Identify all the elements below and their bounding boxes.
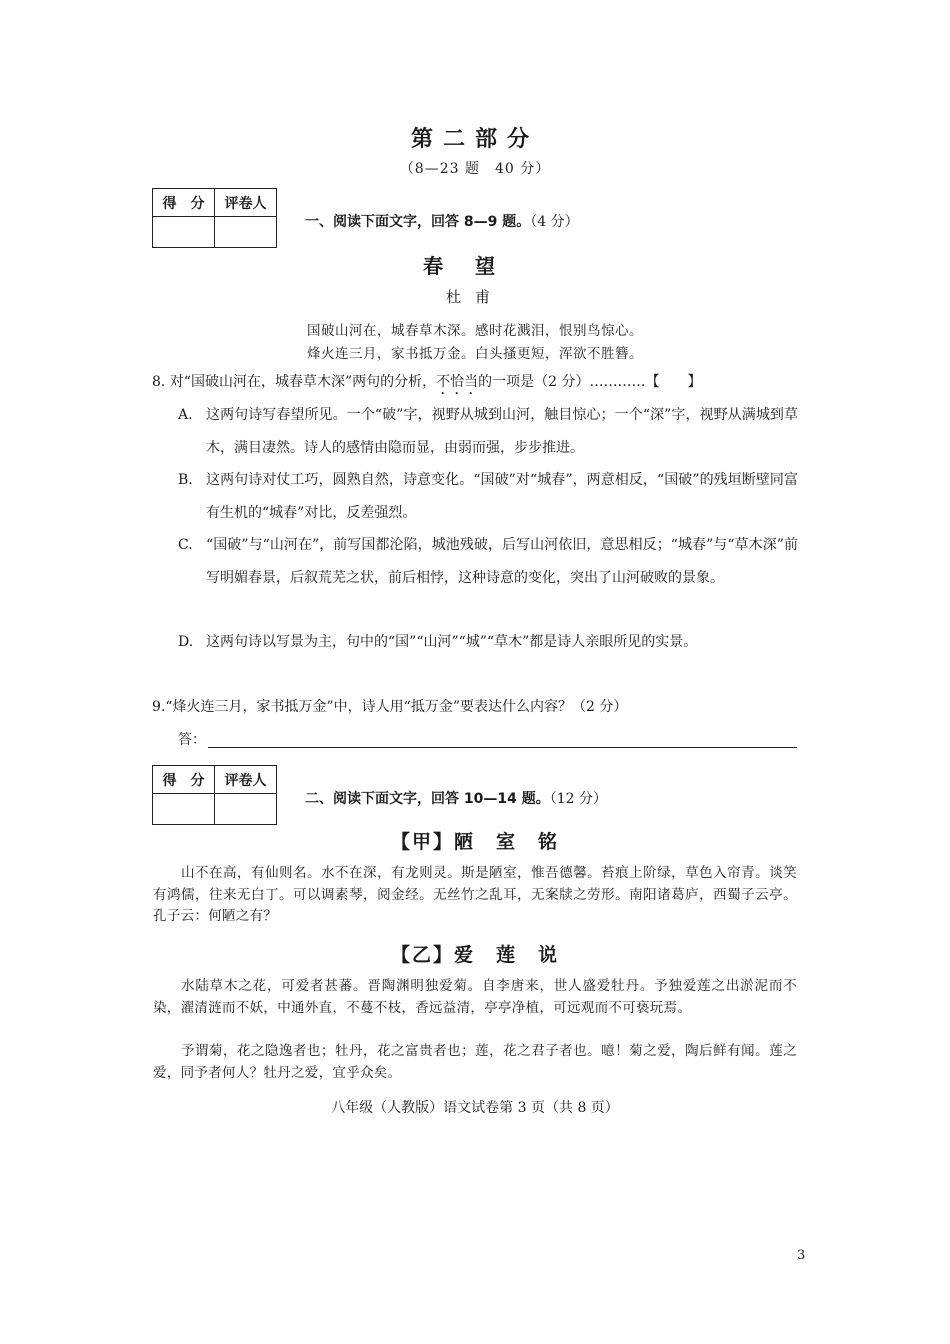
q9-answer-label: 答： [178,732,206,748]
section2-heading-text: 二、阅读下面文字，回答 10—14 题。 [305,791,550,807]
q8-stem-before: 8. 对“国破山河在，城春草木深”两句的分析， [152,374,437,390]
text-yi-title: 【乙】爱 莲 说 [390,944,559,966]
q9-answer-line[interactable] [208,747,797,748]
option-text: 这两句诗以写景为主，句中的“国”“山河”“城”“草木”都是诗人亲眼所见的实景。 [206,634,698,650]
score-cell[interactable] [153,794,215,825]
part-title: 第二部分 [410,126,539,152]
score-box-section2 [152,765,277,825]
q8-option-d[interactable] [178,626,798,659]
score-label: 得 分 [153,189,215,217]
score-box-section1 [152,188,277,248]
q9-stem: 9.“烽火连三月，家书抵万金”中，诗人用“抵万金”要表达什么内容？（2 分） [152,699,628,715]
section1-heading-text: 一、阅读下面文字，回答 8—9 题。 [305,214,531,230]
option-label: D. [178,634,194,650]
grader-label: 评卷人 [215,766,277,794]
text-yi-para2: 予谓菊，花之隐逸者也；牡丹，花之富贵者也；莲，花之君子者也。噫！菊之爱，陶后鲜有闻。莲之爱，同予者何人？牡丹之爱，宜乎众矣。 [153,1043,797,1081]
score-label: 得 分 [153,766,215,794]
text-jia-body: 山不在高，有仙则名。水不在深，有龙则灵。斯是陋室，惟吾德馨。苔痕上阶绿，草色入帘青。谈笑有鸿儒，往来无白丁。可以调素琴，阅金经。无丝竹之乱耳，无案牍之劳形。南阳诸葛庐，西蜀子云亭。孔子云：何陋之有？ [153,865,797,924]
part-subtitle: （8—23 题 40 分） [399,161,551,177]
score-cell[interactable] [153,217,215,248]
text-jia-title: 【甲】陋 室 铭 [390,831,559,853]
option-label: A. [178,407,193,423]
poem-author: 杜甫 [445,288,504,306]
section1-heading [305,211,579,231]
section2-heading [305,788,607,808]
q8-option-b[interactable] [178,464,798,529]
option-text: 这两句诗写春望所见。一个“破”字，视野从城到山河，触目惊心；一个“深”字，视野从满城到草木，满目凄然。诗人的感情由隐而显，由弱而强，步步推进。 [206,407,798,456]
poem-title: 春望 [423,254,527,278]
q8-option-c[interactable] [178,529,798,594]
q8-stem [152,366,802,398]
q8-option-a[interactable] [178,399,798,464]
page-number: 3 [797,1248,806,1263]
section1-points: （4 分） [530,214,579,230]
section2-points: （12 分） [549,791,607,807]
poem-line-2: 烽火连三月，家书抵万金。白头搔更短，浑欲不胜簪。 [307,346,643,362]
grader-label: 评卷人 [215,189,277,217]
option-text: 这两句诗对仗工巧，圆熟自然，诗意变化。“国破”对“城春”，两意相反，“国破”的残垣断壁同富有生机的“城春”对比，反差强烈。 [206,472,798,521]
option-label: C. [178,537,193,553]
q8-stem-emphasis: 不恰当 [436,374,479,390]
q8-stem-after: 的一项是（2 分）…………【 】 [478,374,702,390]
option-label: B. [178,472,193,488]
option-text: “国破”与“山河在”，前写国都沦陷，城池残破，后写山河依旧，意思相反；“城春”与“草木深”前写明媚春景，后叙荒芜之状，前后相悖，这种诗意的变化，突出了山河破败的景象。 [206,537,798,586]
grader-cell[interactable] [215,794,277,825]
text-yi-para1: 水陆草木之花，可爱者甚蕃。晋陶渊明独爱菊。自李唐来，世人盛爱牡丹。予独爱莲之出淤泥而不染，濯清涟而不妖，中通外直，不蔓不枝，香远益清，亭亭净植，可远观而不可亵玩焉。 [153,978,797,1016]
poem-line-1: 国破山河在，城春草木深。感时花溅泪，恨别鸟惊心。 [307,323,643,339]
grader-cell[interactable] [215,217,277,248]
page-footer: 八年级（人教版）语文试卷第 3 页（共 8 页） [331,1100,619,1116]
